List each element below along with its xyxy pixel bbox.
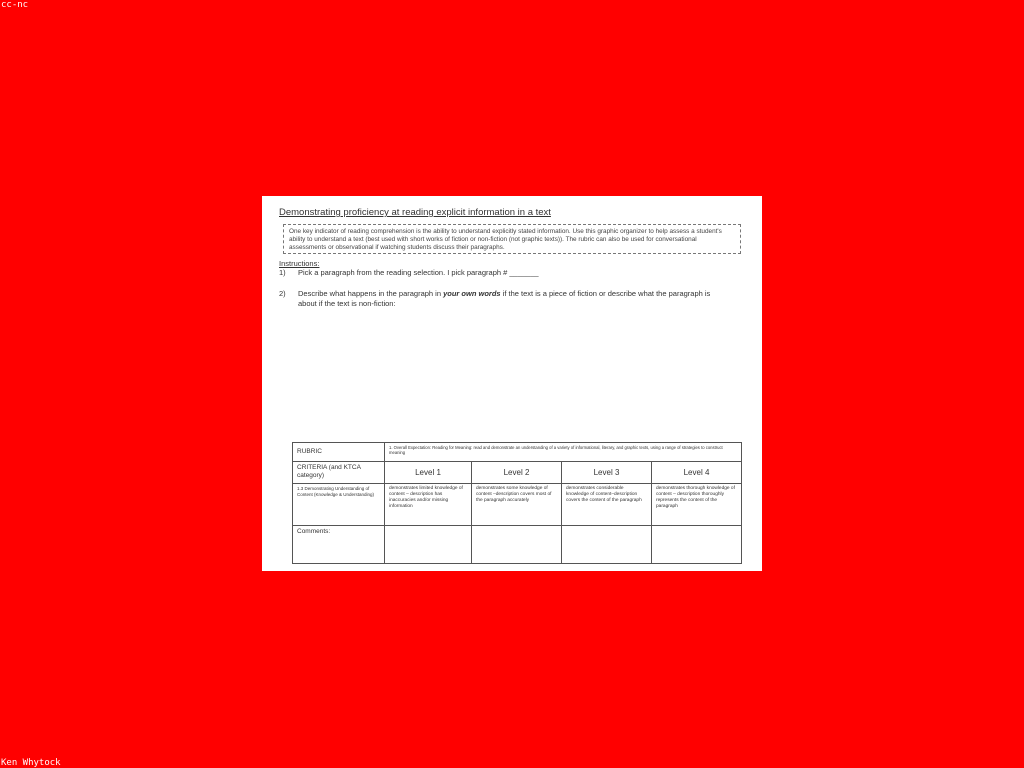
level-4-header: Level 4 <box>652 462 742 484</box>
criteria-label: CRITERIA (and KTCA category) <box>293 462 385 484</box>
step-number: 2) <box>279 289 286 298</box>
rubric-levels-row <box>293 462 742 484</box>
level-3-header: Level 3 <box>562 462 652 484</box>
level-2-descriptor: demonstrates some knowledge of content –description covers most of the paragraph accurately <box>472 484 562 526</box>
level-2-header: Level 2 <box>472 462 562 484</box>
rubric-label: RUBRIC <box>293 443 385 462</box>
overall-expectation: 1. Overall Expectation: Reading for Meaning: read and demonstrate an understanding of a variety of informational, literary, and graphic texts, using a range of strategies to construct meaning <box>385 443 742 462</box>
step-text: Pick a paragraph from the reading selection. I pick paragraph # _______ <box>298 268 539 277</box>
rubric-header-row <box>293 443 742 462</box>
instructions-heading: Instructions: <box>279 259 320 268</box>
level-3-descriptor: demonstrates considerable knowledge of content–description covers the content of the paragraph <box>562 484 652 526</box>
comment-cell <box>562 526 652 564</box>
rubric-criterion-row <box>293 484 742 526</box>
rubric-comments-row <box>293 526 742 564</box>
comments-label: Comments: <box>293 526 385 564</box>
comment-cell <box>652 526 742 564</box>
level-1-descriptor: demonstrates limited knowledge of content – description has inaccuracies and/or missing information <box>385 484 472 526</box>
step-text: Describe what happens in the paragraph in your own words if the text is a piece of fiction or describe what the paragraph is about if the text is non-fiction: <box>298 289 711 308</box>
step-number: 1) <box>279 268 286 277</box>
level-1-header: Level 1 <box>385 462 472 484</box>
document-title: Demonstrating proficiency at reading explicit information in a text <box>279 207 551 218</box>
emphasis-text: your own words <box>443 289 501 298</box>
author-watermark: Ken Whytock <box>1 758 61 768</box>
level-4-descriptor: demonstrates thorough knowledge of content – description thoroughly represents the content of the paragraph <box>652 484 742 526</box>
comment-cell <box>472 526 562 564</box>
criterion-label: 1.3 Demonstrating Understanding of Content (Knowledge & Understanding) <box>293 484 385 526</box>
rubric-table <box>292 442 742 564</box>
comment-cell <box>385 526 472 564</box>
license-watermark: cc-nc <box>1 0 29 10</box>
intro-box: One key indicator of reading comprehension is the ability to understand explicitly stated information. Use this graphic organizer to help assess a student's ability to understand a text (best used with short works of fiction or non-fiction (not graphic texts)). The rubric can also be used for conversational assessments or observational if watching students discuss their paragraphs. <box>283 224 741 254</box>
document-page <box>262 196 762 571</box>
